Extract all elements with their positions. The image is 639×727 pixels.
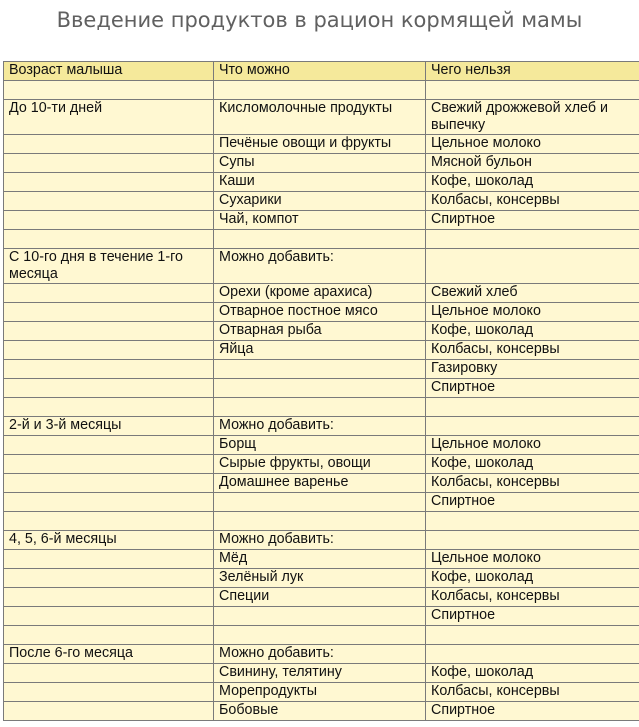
- table-row: [4, 135, 639, 154]
- empty-cell: [4, 322, 214, 341]
- empty-cell: [4, 379, 214, 398]
- forbidden-cell: Спиртное: [426, 493, 639, 512]
- forbidden-cell: Цельное молоко: [426, 436, 639, 455]
- table-row: [4, 173, 639, 192]
- forbidden-cell: Кофе, шоколад: [426, 455, 639, 474]
- table-row: [4, 249, 639, 284]
- table-row: [4, 569, 639, 588]
- age-cell: 4, 5, 6-й месяцы: [4, 531, 214, 550]
- allowed-cell: [214, 607, 426, 626]
- empty-cell: [4, 398, 214, 417]
- forbidden-cell: Цельное молоко: [426, 135, 639, 154]
- allowed-cell: Бобовые: [214, 702, 426, 721]
- allowed-cell: Можно добавить:: [214, 249, 426, 284]
- table-row: [4, 607, 639, 626]
- empty-cell: [4, 683, 214, 702]
- empty-cell: [4, 569, 214, 588]
- allowed-cell: [214, 379, 426, 398]
- forbidden-cell: Свежий дрожжевой хлеб и выпечку: [426, 100, 639, 135]
- empty-cell: [4, 550, 214, 569]
- page-title: Введение продуктов в рацион кормящей мамы: [56, 8, 583, 32]
- empty-cell: [4, 455, 214, 474]
- table-row: [4, 322, 639, 341]
- allowed-cell: Отварная рыба: [214, 322, 426, 341]
- allowed-cell: Орехи (кроме арахиса): [214, 284, 426, 303]
- forbidden-cell: [426, 531, 639, 550]
- empty-cell: [4, 474, 214, 493]
- allowed-cell: Можно добавить:: [214, 645, 426, 664]
- allowed-cell: Свинину, телятину: [214, 664, 426, 683]
- empty-cell: [4, 303, 214, 322]
- allowed-cell: Кисломолочные продукты: [214, 100, 426, 135]
- empty-cell: [4, 211, 214, 230]
- table-row: [4, 192, 639, 211]
- allowed-cell: Специи: [214, 588, 426, 607]
- allowed-cell: [214, 360, 426, 379]
- table-row: [4, 474, 639, 493]
- age-cell: С 10-го дня в течение 1-го месяца: [4, 249, 214, 284]
- table-row: [4, 230, 639, 249]
- table-row: [4, 417, 639, 436]
- empty-cell: [214, 230, 426, 249]
- table-row: [4, 360, 639, 379]
- table-row: [4, 683, 639, 702]
- forbidden-cell: Цельное молоко: [426, 303, 639, 322]
- empty-cell: [4, 607, 214, 626]
- header-forbidden: Чего нельзя: [426, 62, 639, 81]
- empty-cell: [4, 626, 214, 645]
- table-row: [4, 211, 639, 230]
- table-row: [4, 493, 639, 512]
- table-row: [4, 512, 639, 531]
- empty-cell: [4, 81, 214, 100]
- forbidden-cell: Спиртное: [426, 379, 639, 398]
- forbidden-cell: Колбасы, консервы: [426, 683, 639, 702]
- empty-cell: [4, 436, 214, 455]
- forbidden-cell: Газировку: [426, 360, 639, 379]
- table-row: [4, 398, 639, 417]
- table-row: [4, 702, 639, 721]
- forbidden-cell: [426, 645, 639, 664]
- forbidden-cell: Кофе, шоколад: [426, 664, 639, 683]
- empty-cell: [4, 664, 214, 683]
- forbidden-cell: Колбасы, консервы: [426, 474, 639, 493]
- allowed-cell: Отварное постное мясо: [214, 303, 426, 322]
- table-row: [4, 588, 639, 607]
- forbidden-cell: Свежий хлеб: [426, 284, 639, 303]
- table-row: [4, 645, 639, 664]
- forbidden-cell: Колбасы, консервы: [426, 192, 639, 211]
- empty-cell: [4, 173, 214, 192]
- forbidden-cell: [426, 249, 639, 284]
- age-cell: После 6-го месяца: [4, 645, 214, 664]
- table-row: [4, 455, 639, 474]
- allowed-cell: Борщ: [214, 436, 426, 455]
- forbidden-cell: Кофе, шоколад: [426, 173, 639, 192]
- allowed-cell: Морепродукты: [214, 683, 426, 702]
- empty-cell: [214, 81, 426, 100]
- age-cell: 2-й и 3-й месяцы: [4, 417, 214, 436]
- forbidden-cell: Спиртное: [426, 702, 639, 721]
- empty-cell: [426, 398, 639, 417]
- table-row: [4, 100, 639, 135]
- empty-cell: [426, 81, 639, 100]
- allowed-cell: Чай, компот: [214, 211, 426, 230]
- empty-cell: [4, 702, 214, 721]
- empty-cell: [4, 360, 214, 379]
- empty-cell: [4, 341, 214, 360]
- forbidden-cell: Колбасы, консервы: [426, 588, 639, 607]
- forbidden-cell: Спиртное: [426, 607, 639, 626]
- table-row: [4, 550, 639, 569]
- age-cell: До 10-ти дней: [4, 100, 214, 135]
- empty-cell: [4, 230, 214, 249]
- table-row: [4, 626, 639, 645]
- forbidden-cell: Кофе, шоколад: [426, 569, 639, 588]
- forbidden-cell: Цельное молоко: [426, 550, 639, 569]
- empty-cell: [4, 493, 214, 512]
- table-row: [4, 664, 639, 683]
- allowed-cell: Яйца: [214, 341, 426, 360]
- empty-cell: [214, 512, 426, 531]
- empty-cell: [4, 512, 214, 531]
- table-row: [4, 531, 639, 550]
- empty-cell: [4, 192, 214, 211]
- header-age: Возраст малыша: [4, 62, 214, 81]
- allowed-cell: Домашнее варенье: [214, 474, 426, 493]
- allowed-cell: Супы: [214, 154, 426, 173]
- table-row: [4, 379, 639, 398]
- table-row: [4, 341, 639, 360]
- empty-cell: [4, 154, 214, 173]
- table-row: [4, 81, 639, 100]
- allowed-cell: Сырые фрукты, овощи: [214, 455, 426, 474]
- allowed-cell: Можно добавить:: [214, 417, 426, 436]
- table-row: [4, 303, 639, 322]
- table-row: [4, 284, 639, 303]
- empty-cell: [4, 135, 214, 154]
- table-row: [4, 154, 639, 173]
- header-allowed: Что можно: [214, 62, 426, 81]
- allowed-cell: Сухарики: [214, 192, 426, 211]
- empty-cell: [214, 626, 426, 645]
- forbidden-cell: Мясной бульон: [426, 154, 639, 173]
- allowed-cell: Каши: [214, 173, 426, 192]
- empty-cell: [214, 398, 426, 417]
- forbidden-cell: Спиртное: [426, 211, 639, 230]
- table-row: [4, 436, 639, 455]
- allowed-cell: Зелёный лук: [214, 569, 426, 588]
- empty-cell: [4, 284, 214, 303]
- forbidden-cell: [426, 417, 639, 436]
- table-body: [4, 62, 639, 721]
- allowed-cell: Печёные овощи и фрукты: [214, 135, 426, 154]
- allowed-cell: Мёд: [214, 550, 426, 569]
- forbidden-cell: Кофе, шоколад: [426, 322, 639, 341]
- feeding-table: [3, 61, 639, 721]
- empty-cell: [426, 230, 639, 249]
- empty-cell: [426, 512, 639, 531]
- allowed-cell: Можно добавить:: [214, 531, 426, 550]
- forbidden-cell: Колбасы, консервы: [426, 341, 639, 360]
- empty-cell: [4, 588, 214, 607]
- header-row: [4, 62, 639, 81]
- allowed-cell: [214, 493, 426, 512]
- empty-cell: [426, 626, 639, 645]
